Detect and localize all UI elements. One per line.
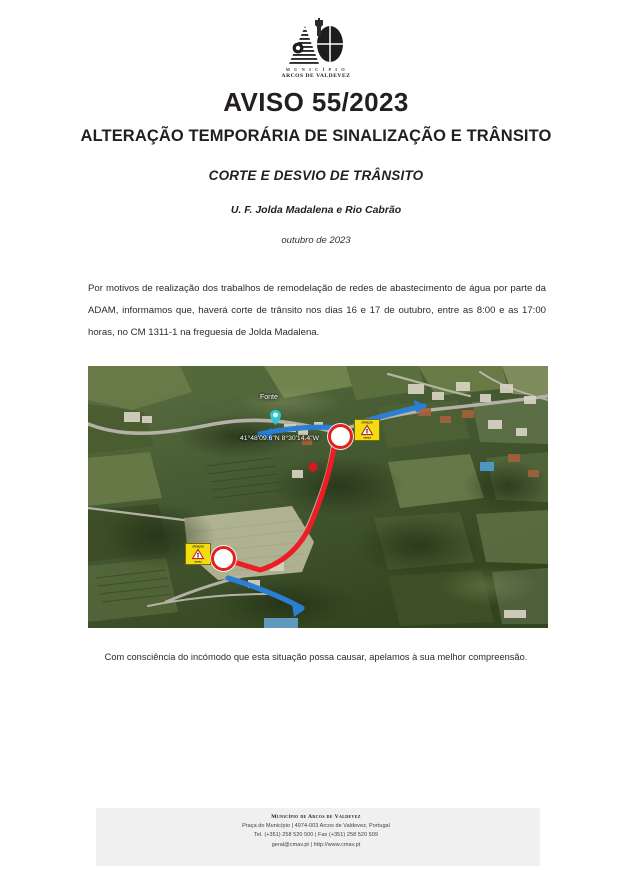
footer-entity: Município de Arcos de Valdevez <box>271 814 361 820</box>
map-place-label: Fonte <box>260 394 278 401</box>
municipality-crest-icon <box>285 18 347 66</box>
document-title-block <box>0 88 632 246</box>
location-pin-icon <box>270 410 281 425</box>
logo-caption-arcos: ARCOS DE VALDEVEZ <box>281 73 351 79</box>
map-coordinates-label: 41°48'09.6"N 8°30'14.4"W <box>240 435 319 442</box>
no-entry-marker <box>211 546 236 571</box>
roadworks-warning-sign <box>185 543 211 565</box>
roadworks-warning-sign <box>354 419 380 441</box>
svg-text:OBRAS: OBRAS <box>363 437 371 440</box>
subtitle-date: outubro de 2023 <box>281 234 351 246</box>
subtitle-main: ALTERAÇÃO TEMPORÁRIA DE SINALIZAÇÃO E TRÂNSITO <box>80 126 552 145</box>
svg-text:ATENÇÃO: ATENÇÃO <box>192 545 204 549</box>
notice-body-paragraph: Por motivos de realização dos trabalhos de remodelação de redes de abastecimento de água por parte da ADAM, informamos que, haverá corte de trânsito nos dias 16 e 17 de outubro, entre as 8:00 e as 17:00 horas, no CM 1311-1 na freguesia de Jolda Madalena. <box>88 283 546 338</box>
svg-text:ATENÇÃO: ATENÇÃO <box>361 421 373 425</box>
footer-contact[interactable]: geral@cmav.pt | http://www.cmav.pt <box>271 841 361 848</box>
logo-caption-municipio: M U N I C Í P I O <box>285 67 347 72</box>
footer-address: Praça do Município | 4974-003 Arcos de Valdevez, Portugal <box>242 823 390 830</box>
svg-text:OBRAS: OBRAS <box>194 561 202 564</box>
page-title: AVISO 55/2023 <box>223 87 409 117</box>
traffic-diversion-map <box>88 366 548 628</box>
satellite-imagery <box>88 366 548 628</box>
closing-statement: Com consciência do incómodo que esta situação possa causar, apelamos à sua melhor compreensão. <box>104 652 528 662</box>
municipality-logo <box>0 18 632 79</box>
subtitle-location: U. F. Jolda Madalena e Rio Cabrão <box>230 203 402 216</box>
no-entry-marker <box>328 424 353 449</box>
subtitle-action: CORTE E DESVIO DE TRÂNSITO <box>208 167 424 183</box>
footer-phone: Tel. (+351) 258 520 500 | Fax (+351) 258 520 509 <box>254 832 378 839</box>
footer <box>0 814 632 848</box>
